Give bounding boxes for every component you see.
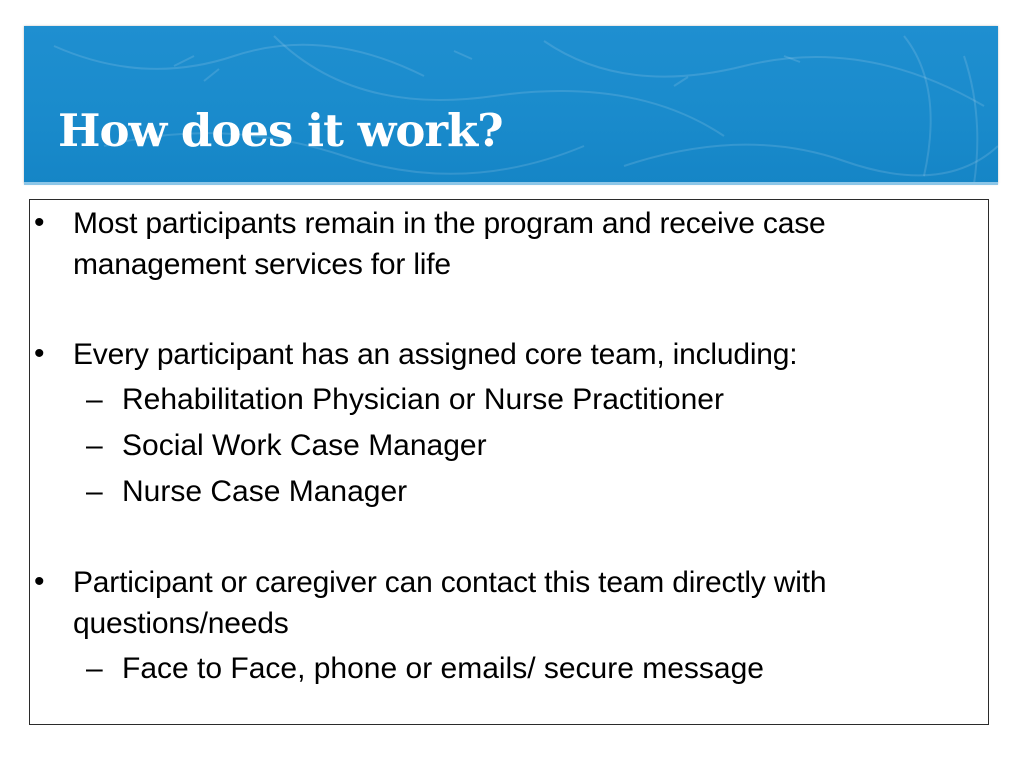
bullet-text: Most participants remain in the program and receive case management services for life (73, 207, 826, 281)
sub-bullet-text: Rehabilitation Physician or Nurse Practitioner (122, 383, 724, 416)
sub-bullet-text: Face to Face, phone or emails/ secure message (122, 652, 764, 685)
dash-icon: – (86, 475, 103, 508)
sub-bullet-text: Social Work Case Manager (122, 429, 487, 462)
content-box (29, 199, 989, 725)
dash-icon: – (86, 383, 103, 416)
bullet-text: Participant or caregiver can contact this team directly with questions/needs (73, 566, 827, 640)
bullet-icon: • (34, 565, 45, 598)
banner-edge (24, 182, 998, 185)
sub-bullet-text: Nurse Case Manager (122, 475, 408, 508)
slide-title: How does it work? (58, 104, 503, 157)
dash-icon: – (86, 652, 103, 685)
bullet-icon: • (34, 337, 45, 370)
dash-icon: – (86, 429, 103, 462)
bullet-text: Every participant has an assigned core team, including: (73, 338, 798, 371)
bullet-icon: • (34, 206, 45, 239)
